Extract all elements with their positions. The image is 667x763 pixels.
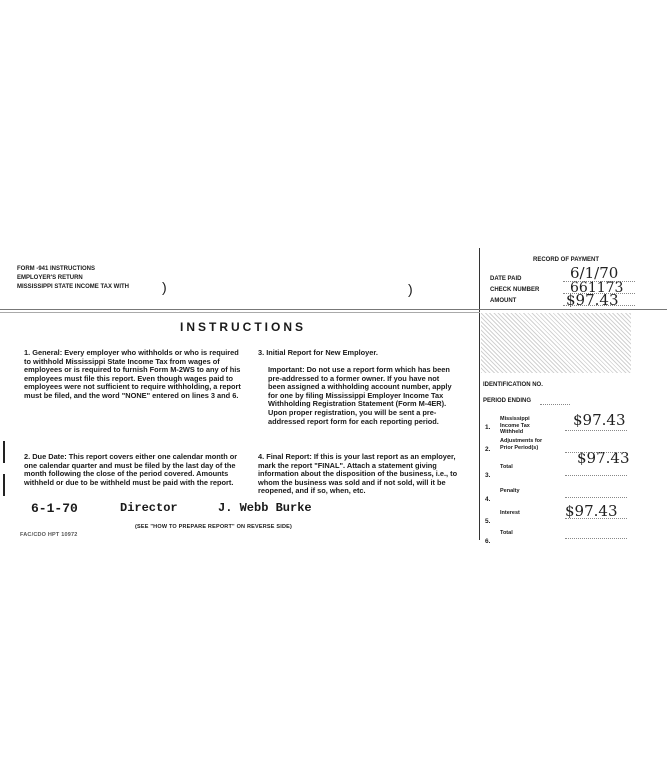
line-item	[485, 438, 543, 456]
date-paid-value: 6/1/70	[570, 264, 619, 282]
panel-divider	[479, 248, 480, 540]
line-label: Penalty	[500, 488, 520, 494]
line-1-rule	[565, 430, 627, 431]
amount-line	[563, 305, 635, 306]
stamp-noise	[481, 313, 631, 373]
period-line	[540, 404, 570, 405]
record-heading: RECORD OF PAYMENT	[533, 257, 600, 263]
check-number-label: CHECK NUMBER	[490, 287, 540, 293]
line-value: $97.43	[577, 449, 630, 467]
line-label: Interest	[500, 510, 520, 516]
line-number: 4.	[485, 496, 491, 503]
amount-value: $97.43	[566, 291, 619, 309]
separator-top-2	[0, 312, 480, 313]
line-5-rule	[565, 518, 627, 519]
tax-line-label: MISSISSIPPI STATE INCOME TAX WITH	[17, 284, 130, 290]
footer-code: FAC/CDO HPT 10972	[20, 532, 78, 538]
line-number: 2.	[485, 446, 491, 453]
date-paid-label: DATE PAID	[490, 276, 522, 282]
footer-note: (SEE "HOW TO PREPARE REPORT" ON REVERSE SIDE)	[135, 524, 293, 530]
line-number: 1.	[485, 424, 491, 431]
identification-label: IDENTIFICATION NO.	[483, 382, 543, 388]
section-initial-body: Important: Do not use a report form which has been pre-addressed to a former owner. If you have not been assigned a withholding account number, apply for one by filing Mississippi Employer Income Tax Withholding Registration Statement (Form M-4ER). Upon proper registration, you will be sent a pre-addressed report form for each reporting period.	[268, 365, 452, 426]
line-3-rule	[565, 475, 627, 476]
line-item	[485, 449, 630, 482]
line-label: Mississippi Income Tax Withheld	[500, 416, 530, 435]
form-number-line: FORM -941 INSTRUCTIONS	[17, 266, 96, 272]
edge-mark	[3, 441, 5, 463]
line-item	[485, 502, 618, 528]
line-item	[485, 488, 520, 506]
signature-date: 6-1-70	[31, 501, 78, 516]
employers-return-label: EMPLOYER'S RETURN	[17, 275, 83, 281]
line-item	[485, 530, 513, 548]
section-final-report: 4. Final Report: If this is your last report as an employer, mark the report "FINAL". Attach a statement giving information about the disposition of the business, i.e., to whom the business was sold and if not sold, will it be reopened, and if so, when, etc.	[258, 452, 458, 496]
instructions-title: INSTRUCTIONS	[180, 320, 306, 334]
line-label: Total	[500, 530, 513, 536]
line-number: 6.	[485, 538, 491, 545]
bracket-mark-right: )	[408, 281, 413, 297]
line-2-rule	[565, 452, 627, 453]
signature-title: Director	[120, 501, 178, 515]
period-ending-label: PERIOD ENDING	[483, 398, 532, 404]
line-number: 5.	[485, 518, 491, 525]
amount-label: AMOUNT	[490, 298, 517, 304]
signature-name: J. Webb Burke	[218, 501, 312, 515]
line-label: Total	[500, 464, 513, 470]
line-item	[485, 411, 626, 435]
section-general: 1. General: Every employer who withholds or who is required to withhold Mississippi State Income Tax from wages of employees or is required to furnish Form M-2WS to any of his employees must file this report. Even though wages paid to employees were not sufficient to require withholding, a report must be filed, and the word "NONE" entered on lines 3 and 6.	[24, 348, 241, 400]
edge-mark-2	[3, 474, 5, 496]
section-due-date: 2. Due Date: This report covers either one calendar month or one calendar quarter and must be filed by the last day of the month following the close of the period covered. Amounts withheld or due to be withheld must be paid with the report.	[24, 452, 238, 487]
check-number-value: 661173	[570, 280, 624, 296]
bracket-mark: )	[162, 279, 167, 295]
line-number: 3.	[485, 472, 491, 479]
line-6-rule	[565, 538, 627, 539]
line-value: $97.43	[573, 411, 626, 429]
line-label: Adjustments for Prior Period(s)	[500, 438, 543, 451]
line-4-rule	[565, 497, 627, 498]
section-initial-title: 3. Initial Report for New Employer.	[258, 348, 378, 357]
separator-top	[0, 309, 667, 310]
line-value: $97.43	[565, 502, 618, 520]
